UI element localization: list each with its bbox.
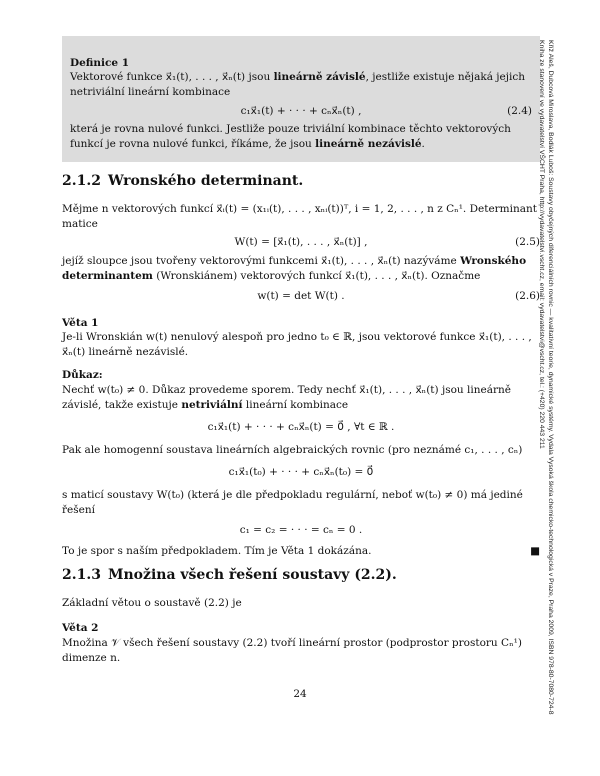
definition-text	[70, 70, 532, 100]
definition-text-a: Vektorové funkce x⃗₁(t), . . . , x⃗ₙ(t) jsou	[70, 71, 271, 84]
theorem-text: Množina 𝒱 všech řešení soustavy (2.2) tvoří lineární prostor (podprostor prostoru Cₙ¹) dimenze n.	[62, 636, 522, 664]
proof-title: Důkaz:	[62, 369, 103, 382]
proof-paragraph-2: Pak ale homogenní soustava lineárních algebraických rovnic (pro neznámé c₁, . . . , cₙ)	[62, 443, 523, 456]
proof-text: lineární kombinace	[245, 399, 349, 412]
proof-conclusion: To je spor s naším předpokladem. Tím je Věta 1 dokázána.	[62, 544, 372, 557]
section-2-1-3	[62, 566, 540, 666]
section-2-1-2	[62, 172, 540, 559]
bold-term-nontrivial: netriviální	[181, 399, 243, 412]
equation-2-4-body: c₁x⃗₁(t) + · · · + cₙx⃗ₙ(t) ,	[240, 104, 362, 117]
equation-2-5-body: W(t) = [x⃗₁(t), . . . , x⃗ₙ(t)] ,	[234, 236, 368, 249]
proof-equation-2	[62, 458, 540, 488]
proof-paragraph-3: s maticí soustavy W(t₀) (která je dle předpokladu regulární, neboť w(t₀) ≠ 0) má jediné řešení	[62, 488, 523, 516]
section-title: Množina všech řešení soustavy (2.2).	[108, 567, 397, 583]
section-title: Wronského determinant.	[108, 173, 304, 189]
qed-square-icon: ■	[530, 544, 540, 557]
definition-text-2	[70, 122, 532, 152]
page-number: 24	[293, 688, 307, 700]
equation-2-4-number: (2.4)	[507, 104, 532, 117]
definition-title: Definice 1	[70, 56, 130, 69]
equation-2-5	[62, 232, 540, 254]
equation-2-6	[62, 284, 540, 310]
definition-text-c: která je rovna nulové funkci. Jestliže pouze triviální kombinace těchto vektorových funkcí je rovna nulové funkci, říkáme, že jsou	[70, 123, 511, 151]
definition-bold-dependent: lineárně závislé	[273, 71, 366, 84]
definition-bold-independent: lineárně nezávislé	[315, 138, 422, 151]
paragraph-text: jejíž sloupce jsou tvořeny vektorovými funkcemi x⃗₁(t), . . . , x⃗ₙ(t) nazýváme	[62, 254, 457, 267]
proof-equation-3	[62, 518, 540, 544]
equation-2-4	[70, 100, 532, 122]
definition-box	[62, 36, 540, 162]
paragraph: Mějme n vektorových funkcí x⃗ᵢ(t) = (x₁ᵢ(t), . . . , xₙᵢ(t))ᵀ, i = 1, 2, . . . , n z Cₙ¹. Determinant matice	[62, 202, 538, 230]
theorem-title: Věta 1	[62, 316, 99, 329]
proof-text: Nechť w(t₀) ≠ 0. Důkaz provedeme sporem. Tedy nechť x⃗₁(t), . . . , x⃗ₙ(t) jsou lineárně závislé, takže existuje	[62, 384, 511, 412]
section-heading-2-1-2	[62, 172, 540, 192]
equation-2-5-number: (2.5)	[515, 236, 540, 249]
theorem-title: Věta 2	[62, 621, 99, 634]
proof-equation-1	[62, 413, 540, 443]
margin-citation	[537, 40, 555, 740]
section-number: 2.1.3	[62, 567, 101, 583]
theorem-text: Je-li Wronskián w(t) nenulový alespoň pro jedno t₀ ∈ ℝ, jsou vektorové funkce x⃗₁(t), . . . , x⃗ₙ(t) lineárně nezávislé.	[62, 331, 532, 359]
paragraph-wronskian	[62, 254, 540, 284]
margin-citation-line-2: Kniha ze stanovení ve vydavatelství VŠCHT Praha, http://vydavatelstvi.vscht.cz, email: vydavatelstvi@vscht.cz, tel.: (+420) 220 443 211	[538, 40, 545, 449]
equation-2-6-number: (2.6)	[515, 290, 540, 303]
definition-text-d: .	[421, 138, 425, 151]
margin-citation-line-1: Kříž Aleš, Dubcová Miroslava, Bodlák Luboš: Soustavy obyčejných diferenciálních rovnic — kvalitativní teorie, dynamické systémy. Vydala Vysoká škola chemicko-technologická v Praze, Praha 2009, ISBN 978-80-7080-724-8	[547, 40, 554, 715]
section-heading-2-1-3	[62, 566, 540, 586]
paragraph-text: (Wronskiánem) vektorových funkcí x⃗₁(t), . . . , x⃗ₙ(t). Označme	[156, 269, 481, 282]
equation-2-6-body: w(t) = det W(t) .	[257, 290, 345, 303]
bold-term-wronskian: Wronského determinantem	[62, 254, 527, 282]
proof-paragraph	[62, 383, 540, 413]
paragraph: Základní větou o soustavě (2.2) je	[62, 596, 242, 609]
section-number: 2.1.2	[62, 173, 101, 189]
proof-equation-2-body: c₁x⃗₁(t₀) + · · · + cₙx⃗ₙ(t₀) = 0⃗	[228, 466, 374, 479]
proof-end-line	[62, 544, 540, 559]
proof-equation-3-body: c₁ = c₂ = · · · = cₙ = 0 .	[239, 524, 363, 537]
definition-text-b: , jestliže existuje nějaká jejich netriviální lineární kombinace	[70, 71, 526, 99]
proof-equation-1-body: c₁x⃗₁(t) + · · · + cₙx⃗ₙ(t) = 0⃗ , ∀t ∈ ℝ .	[207, 421, 395, 434]
